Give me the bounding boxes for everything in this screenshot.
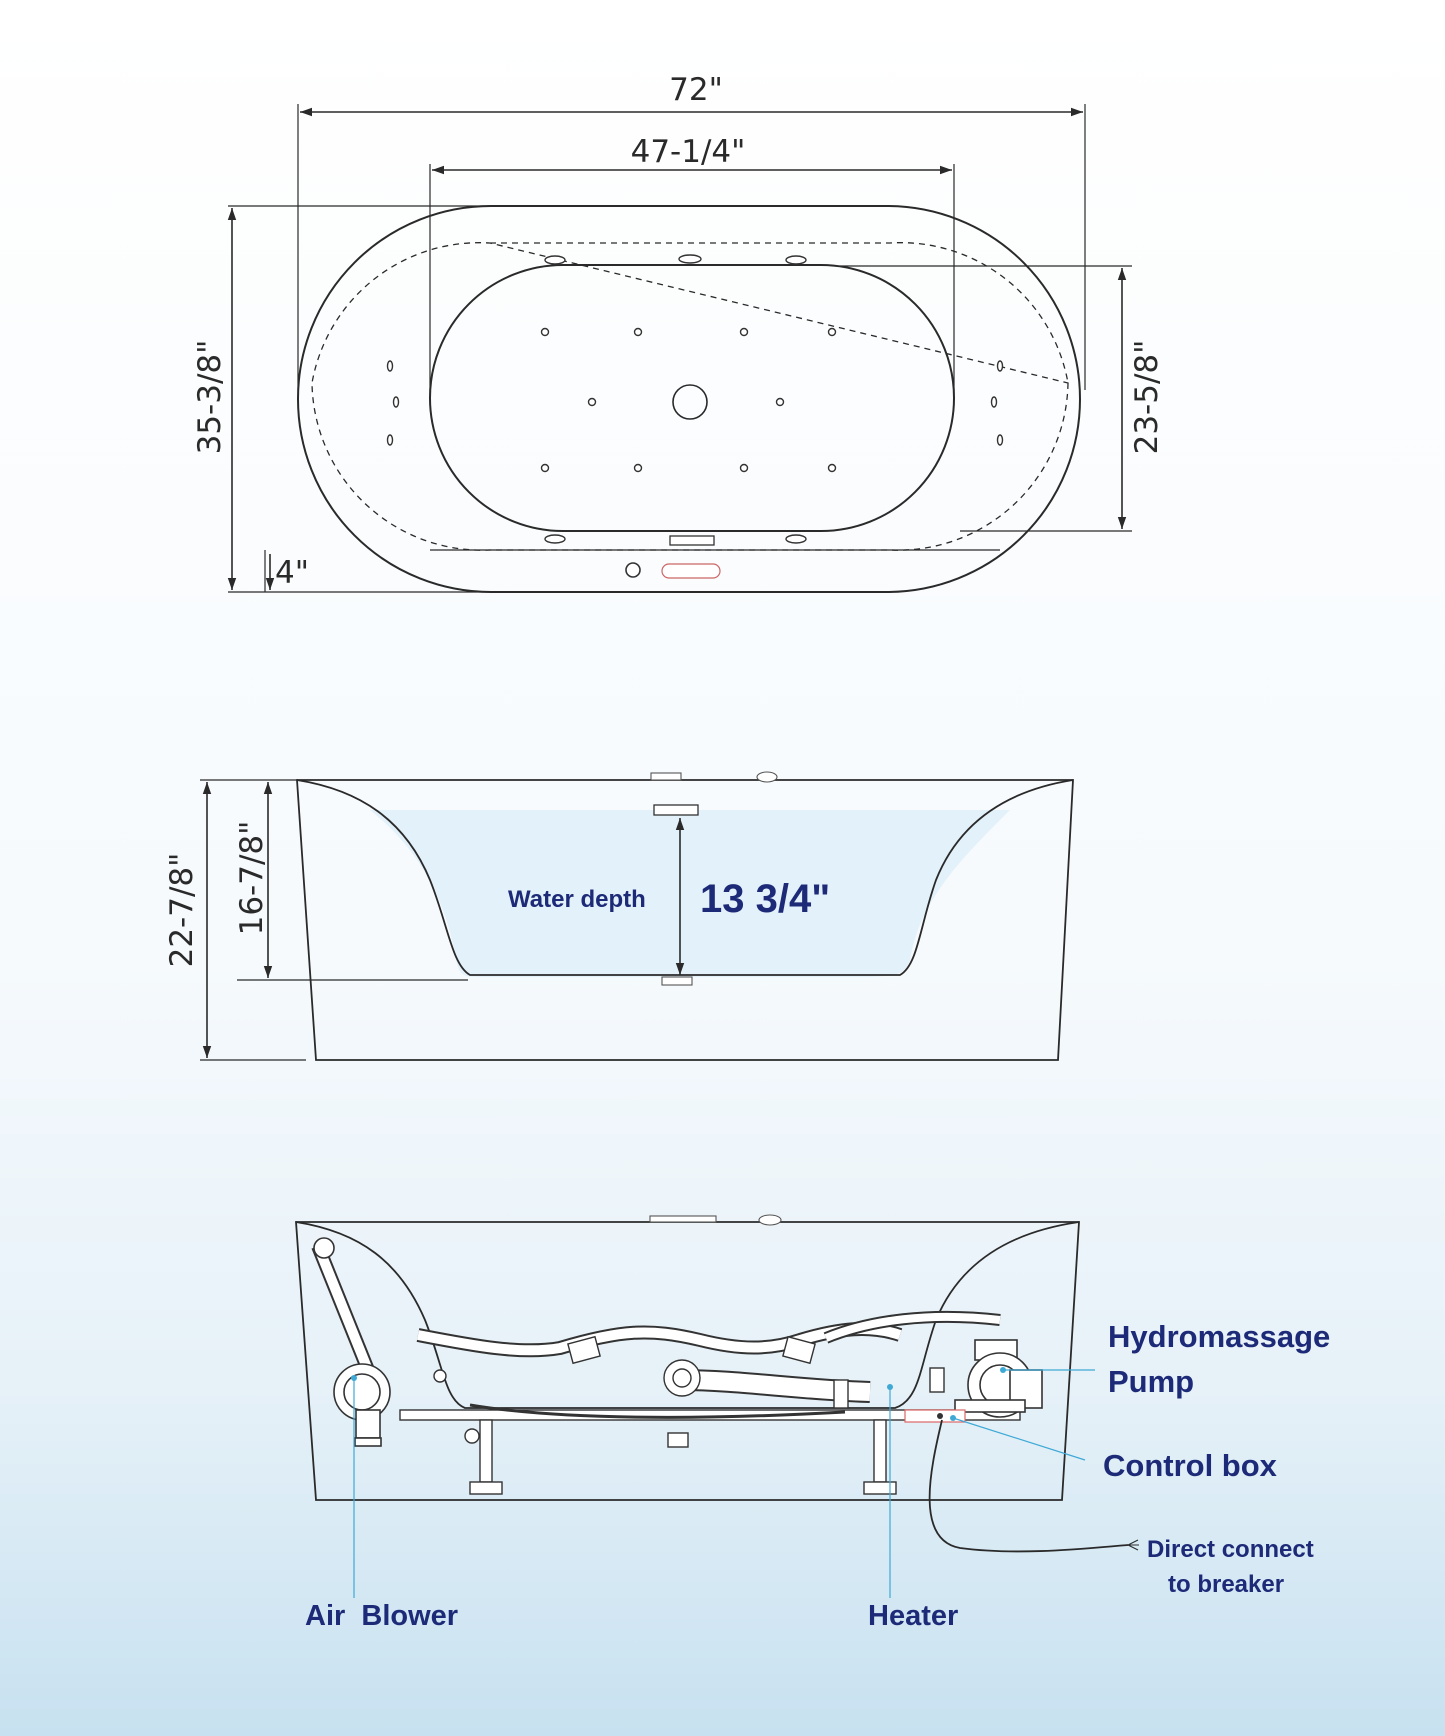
- inner-length-label: 47-1/4": [630, 134, 746, 170]
- water-depth-label: Water depth: [508, 886, 646, 913]
- side-waterfall: [654, 805, 698, 815]
- length-label: 72": [669, 72, 723, 108]
- side-jet-knob: [757, 772, 777, 782]
- component-view: [296, 1215, 1330, 1632]
- control-box-label: Control box: [1103, 1448, 1277, 1483]
- rim-label: 4": [275, 555, 309, 591]
- total-height-label: 22-7/8": [164, 852, 200, 968]
- tub-outer-outline: [298, 206, 1080, 592]
- breaker-label-line1: Direct connect: [1147, 1536, 1314, 1563]
- control-panel: [662, 564, 720, 578]
- control-box: [905, 1410, 965, 1422]
- heater-label: Heater: [868, 1600, 959, 1632]
- pump-label-line2: Pump: [1108, 1364, 1195, 1399]
- breaker-label-line2: to breaker: [1168, 1571, 1285, 1598]
- air-blower-label: Air Blower: [305, 1600, 459, 1632]
- top-view: [192, 72, 1165, 592]
- air-blower: [314, 1238, 390, 1446]
- waterfall-spout: [670, 536, 714, 545]
- support-legs: [470, 1420, 896, 1494]
- inner-height-label: 16-7/8": [234, 820, 270, 936]
- drain-icon: [673, 385, 707, 419]
- pump-label-line1: Hydromassage: [1108, 1319, 1331, 1354]
- power-button-icon: [626, 563, 640, 577]
- jet-piping: [418, 1317, 1000, 1417]
- side-view: [164, 772, 1073, 1060]
- side-drain: [662, 977, 692, 985]
- width-label: 35-3/8": [192, 339, 228, 455]
- tub-inner-basin: [430, 265, 954, 531]
- side-jet-top: [651, 773, 681, 780]
- water-fill: [370, 810, 1010, 977]
- inner-width-label: 23-5/8": [1129, 339, 1165, 455]
- power-cable: [930, 1420, 1128, 1551]
- hydromassage-pump: [955, 1340, 1042, 1417]
- water-depth-value: 13 3/4": [700, 877, 831, 921]
